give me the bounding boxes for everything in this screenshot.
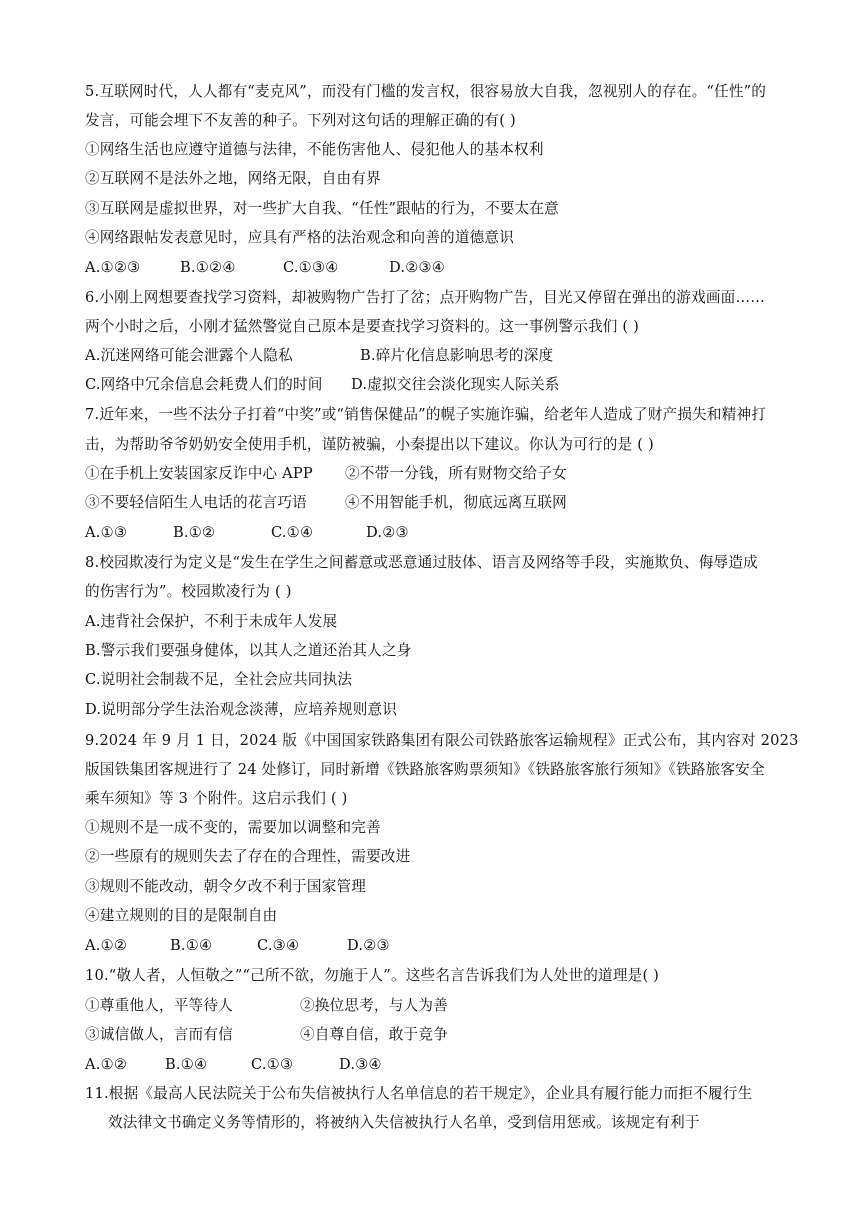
question-stem: 10.“敬人者，人恒敬之”“己所不欲，勿施于人”。这些名言告诉我们为人处世的道理是( ) [85,967,660,984]
statement: ①尊重他人，平等待人 [85,997,233,1014]
option-c[interactable]: C.说明社会制裁不足，全社会应共同执法 [85,671,353,688]
question-stem: 的伤害行为”。校园欺凌行为 ( ) [85,583,292,600]
question-stem: 击，为帮助爷爷奶奶安全使用手机，谨防被骗，小秦提出以下建议。你认为可行的是 ( ) [85,436,654,453]
statement: ④建立规则的目的是限制自由 [85,907,278,924]
options-row [85,346,553,366]
option-c[interactable]: C.①③④ [283,259,339,276]
statement: ②换位思考，与人为善 [300,997,448,1014]
options-row [85,936,390,956]
statement: ④自尊自信，敢于竞争 [300,1026,448,1043]
question-stem: 6.小刚上网想要查找学习资料，却被购物广告打了岔；点开购物广告，目光又停留在弹出的游戏画面…… [85,289,766,306]
option-b[interactable]: B.①② [173,524,216,541]
statement: ③互联网是虚拟世界，对一些扩大自我、“任性”跟帖的行为，不要太在意 [85,200,559,217]
options-row [85,258,445,278]
option-d[interactable]: D.②③ [347,937,390,954]
statement: ③不要轻信陌生人电话的花言巧语 [85,494,307,511]
option-a[interactable]: A.①② [85,937,128,954]
question-stem: 8.校园欺凌行为定义是“发生在学生之间蓄意或恶意通过肢体、语言及网络等手段，实施欺负、侮辱造成 [85,554,758,571]
statement: ①网络生活也应遵守道德与法律，不能伤害他人、侵犯他人的基本权利 [85,141,544,158]
option-d[interactable]: D.②③④ [389,259,446,276]
option-b[interactable]: B.①②④ [180,259,236,276]
option-b[interactable]: B.警示我们要强身健体，以其人之道还治其人之身 [85,642,412,659]
options-row [85,523,409,543]
statement: ②不带一分钱，所有财物交给子女 [345,465,567,482]
statement: ④不用智能手机，彻底远离互联网 [345,494,567,511]
option-b[interactable]: B.①④ [170,937,213,954]
statement: ②一些原有的规则失去了存在的合理性，需要改进 [85,848,411,865]
statement: ③规则不能改动，朝令夕改不利于国家管理 [85,878,367,895]
options-row [85,375,560,395]
option-a[interactable]: A.违背社会保护，不利于未成年人发展 [85,613,338,630]
option-c[interactable]: C.①④ [271,524,314,541]
option-a[interactable]: A.①② [85,1056,128,1073]
question-stem: 效法律文书确定义务等情形的，将被纳入失信被执行人名单，受到信用惩戒。该规定有利于 [108,1114,700,1131]
option-a[interactable]: A.①②③ [85,259,141,276]
question-stem: 两个小时之后，小刚才猛然警觉自己原本是要查找学习资料的。这一事例警示我们 ( ) [85,318,640,335]
option-a[interactable]: A.①③ [85,524,128,541]
option-d[interactable]: D.②③ [366,524,409,541]
statements-row [85,1025,448,1045]
statement: ①在手机上安装国家反诈中心 APP [85,465,313,482]
option-c[interactable]: C.①③ [251,1056,294,1073]
question-stem: 5.互联网时代，人人都有“麦克风”，而没有门槛的发言权，很容易放大自我，忽视别人的存在。“任性”的 [85,83,767,100]
question-stem: 版国铁集团客规进行了 24 处修订，同时新增《铁路旅客购票须知》《铁路旅客旅行须知》《铁路旅客安全 [85,761,765,778]
statement: ①规则不是一成不变的，需要加以调整和完善 [85,819,381,836]
option-c[interactable]: C.网络中冗余信息会耗费人们的时间 [85,376,323,393]
option-d[interactable]: D.③④ [339,1056,382,1073]
question-stem: 9.2024 年 9 月 1 日，2024 版《中国国家铁路集团有限公司铁路旅客运输规程》正式公布，其内容对 2023 [85,732,799,749]
question-stem: 乘车须知》等 3 个附件。这启示我们 ( ) [85,790,348,807]
option-c[interactable]: C.③④ [257,937,300,954]
option-b[interactable]: B.①④ [165,1056,208,1073]
option-a[interactable]: A.沉迷网络可能会泄露个人隐私 [85,347,293,364]
option-d[interactable]: D.说明部分学生法治观念淡薄，应培养规则意识 [85,701,398,718]
statements-row [85,464,567,484]
statement: ④网络跟帖发表意见时，应具有严格的法治观念和向善的道德意识 [85,229,515,246]
question-stem: 发言，可能会埋下不友善的种子。下列对这句话的理解正确的有( ) [85,112,516,129]
option-d[interactable]: D.虚拟交往会淡化现实人际关系 [351,376,560,393]
statements-row [85,493,567,513]
question-stem: 11.根据《最高人民法院关于公布失信被执行人名单信息的若干规定》，企业具有履行能力而拒不履行生 [85,1085,753,1102]
statement: ②互联网不是法外之地，网络无限，自由有界 [85,170,381,187]
statement: ③诚信做人，言而有信 [85,1026,233,1043]
options-row [85,1055,382,1075]
option-b[interactable]: B.碎片化信息影响思考的深度 [360,347,554,364]
question-stem: 7.近年来，一些不法分子打着“中奖”或“销售保健品”的幌子实施诈骗，给老年人造成了财产损失和精神打 [85,406,767,423]
statements-row [85,996,448,1016]
